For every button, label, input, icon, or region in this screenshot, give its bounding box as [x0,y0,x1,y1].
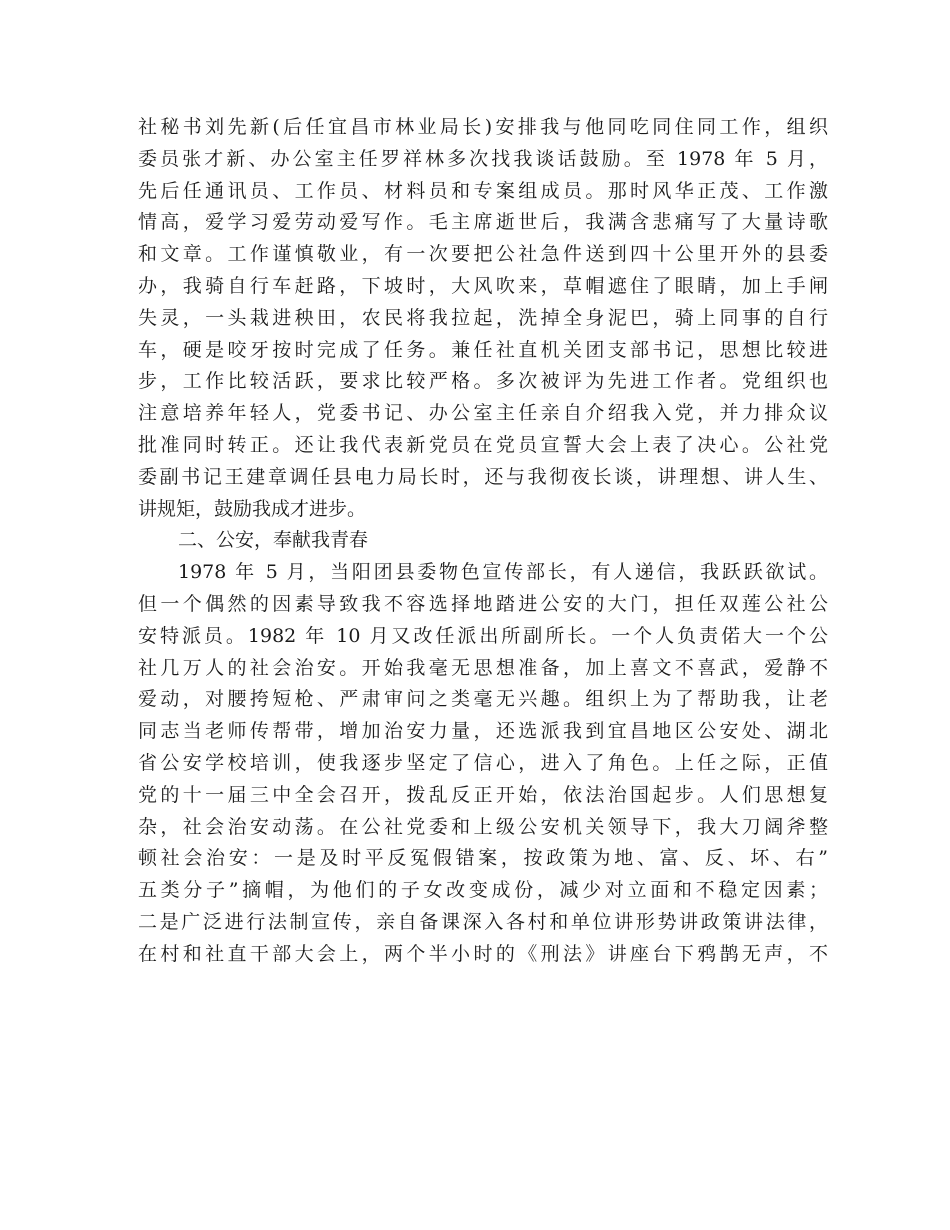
text-line: 党的十一届三中全会召开，拨乱反正开始，依法治国起步。人们思想复 [138,783,828,806]
text-line: 委副书记王建章调任县电力局长时，还与我彻夜长谈，讲理想、讲人生、 [138,465,828,488]
text-line: 安特派员。1982 年 10 月又改任派出所副所长。一个人负责偌大一个公 [138,624,828,647]
document-body [138,112,828,971]
text-line: 五类分子”摘帽，为他们的子女改变成份，减少对立面和不稳定因素； [138,879,828,902]
text-line: 失灵，一头栽进秧田，农民将我拉起，洗掉全身泥巴，骑上同事的自行 [138,306,828,329]
text-line: 注意培养年轻人，党委书记、办公室主任亲自介绍我入党，并力排众议 [138,402,828,425]
text-line: 批准同时转正。还让我代表新党员在党员宣誓大会上表了决心。公社党 [138,433,828,456]
text-line: 同志当老师传帮带，增加治安力量，还选派我到宜昌地区公安处、湖北 [138,720,828,743]
text-line: 委员张才新、办公室主任罗祥林多次找我谈话鼓励。至 1978 年 5 月， [138,147,828,170]
text-line: 爱动，对腰挎短枪、严肃审问之类毫无兴趣。组织上为了帮助我，让老 [138,688,828,711]
text-line: 车，硬是咬牙按时完成了任务。兼任社直机关团支部书记，思想比较进 [138,338,828,361]
section-heading: 二、公安，奉献我青春 [178,529,369,552]
text-line: 讲规矩，鼓励我成才进步。 [138,497,367,520]
text-line: 杂，社会治安动荡。在公社党委和上级公安机关领导下，我大刀阔斧整 [138,815,828,838]
text-line: 但一个偶然的因素导致我不容选择地踏进公安的大门，担任双莲公社公 [138,592,828,615]
text-line: 步，工作比较活跃，要求比较严格。多次被评为先进工作者。党组织也 [138,370,828,393]
text-line: 先后任通讯员、工作员、材料员和专案组成员。那时风华正茂、工作激 [138,179,828,202]
text-line: 办，我骑自行车赶路，下坡时，大风吹来，草帽遮住了眼睛，加上手闸 [138,274,828,297]
paragraph-2 [138,557,828,970]
text-line: 在村和社直干部大会上，两个半小时的《刑法》讲座台下鸦鹊无声，不 [138,942,828,965]
text-line: 省公安学校培训，使我逐步坚定了信心，进入了角色。上任之际，正值 [138,751,828,774]
text-line: 二是广泛进行法制宣传，亲自备课深入各村和单位讲形势讲政策讲法律， [138,910,828,933]
text-line: 社秘书刘先新(后任宜昌市林业局长)安排我与他同吃同住同工作，组织 [138,116,828,138]
text-line: 情高，爱学习爱劳动爱写作。毛主席逝世后，我满含悲痛写了大量诗歌 [138,211,828,234]
paragraph-1 [138,112,828,525]
text-line: 和文章。工作谨慎敬业，有一次要把公社急件送到四十公里开外的县委 [138,243,828,266]
text-line: 顿社会治安：一是及时平反冤假错案，按政策为地、富、反、坏、右” [138,847,828,870]
text-line: 1978 年 5 月，当阳团县委物色宣传部长，有人递信，我跃跃欲试。 [178,561,828,584]
text-line: 社几万人的社会治安。开始我毫无思想准备，加上喜文不喜武，爱静不 [138,656,828,679]
